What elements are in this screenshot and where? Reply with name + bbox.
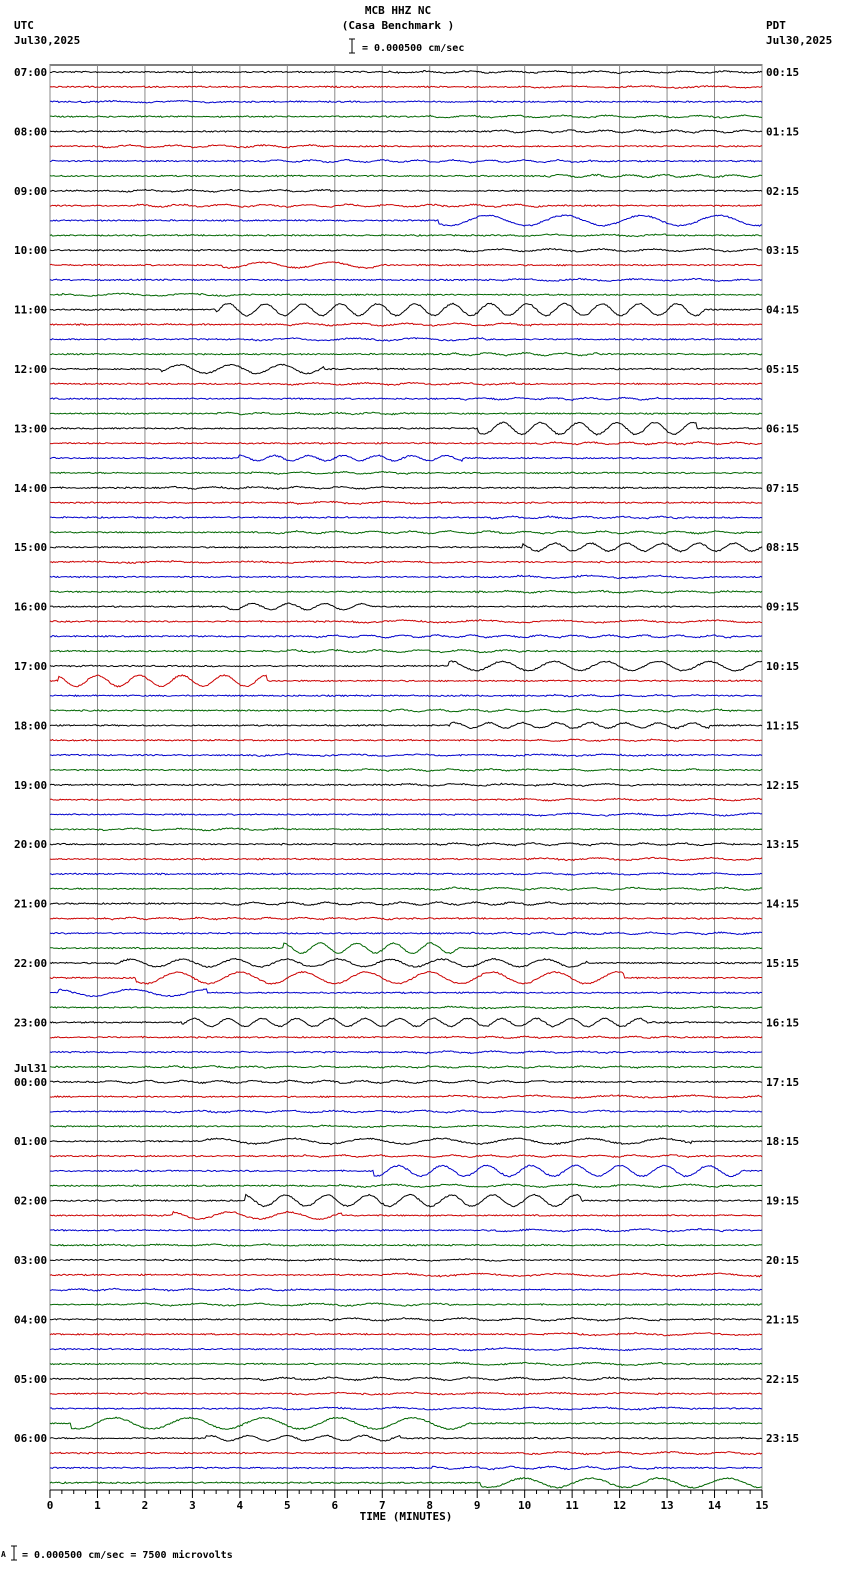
trace-18 (50, 338, 762, 341)
pdt-hour-label: 01:15 (766, 125, 800, 139)
utc-hour-label: 16:00 (14, 600, 48, 614)
trace-0 (50, 71, 762, 74)
trace-62 (50, 989, 762, 997)
trace-37 (50, 620, 762, 624)
utc-hour-label: 21:00 (14, 897, 48, 911)
pdt-hour-label: 17:15 (766, 1075, 800, 1089)
trace-38 (50, 635, 762, 639)
scale-bar-icon (349, 39, 355, 53)
trace-64 (50, 1018, 762, 1027)
utc-hour-label: 07:00 (14, 66, 48, 79)
trace-57 (50, 917, 762, 920)
trace-45 (50, 739, 762, 741)
x-tick-label: 1 (94, 1499, 101, 1512)
pdt-hour-label: 02:15 (766, 184, 800, 198)
trace-87 (50, 1362, 762, 1365)
footer-scale-bar-icon (11, 1546, 17, 1560)
trace-76 (50, 1194, 762, 1207)
trace-55 (50, 887, 762, 890)
trace-28 (50, 486, 762, 489)
trace-74 (50, 1165, 762, 1177)
utc-hour-label: 06:00 (14, 1432, 48, 1446)
x-tick-label: 11 (565, 1499, 579, 1512)
x-tick-label: 2 (141, 1499, 149, 1512)
trace-92 (50, 1435, 762, 1441)
utc-hour-label: 09:00 (14, 184, 48, 198)
utc-hour-label: 18:00 (14, 719, 48, 733)
trace-13 (50, 262, 762, 269)
trace-54 (50, 873, 762, 876)
time-axis (47, 1490, 769, 1523)
pdt-hour-label: 18:15 (766, 1135, 800, 1149)
seismic-traces (50, 71, 762, 1489)
trace-67 (50, 1066, 762, 1069)
trace-27 (50, 472, 762, 475)
date-change-label: Jul31 (14, 1061, 48, 1075)
trace-20 (50, 364, 762, 374)
trace-34 (50, 575, 762, 578)
trace-71 (50, 1125, 762, 1128)
right-date: Jul30,2025 (766, 34, 833, 47)
x-tick-label: 3 (189, 1499, 196, 1512)
trace-52 (50, 843, 762, 846)
trace-49 (50, 798, 762, 801)
trace-41 (50, 675, 762, 687)
trace-5 (50, 145, 762, 148)
trace-81 (50, 1273, 762, 1277)
trace-1 (50, 86, 762, 89)
trace-43 (50, 709, 762, 712)
trace-53 (50, 857, 762, 860)
pdt-hour-label: 20:15 (766, 1254, 800, 1267)
utc-hour-label: 00:00 (14, 1075, 48, 1089)
x-axis-label: TIME (MINUTES) (359, 1510, 453, 1523)
left-timezone: UTC (14, 19, 34, 32)
pdt-hour-label: 19:15 (766, 1194, 800, 1208)
x-tick-label: 6 (331, 1499, 339, 1512)
pdt-hour-label: 21:15 (766, 1313, 800, 1327)
trace-70 (50, 1110, 762, 1113)
trace-8 (50, 189, 762, 192)
pdt-hour-label: 15:15 (766, 957, 800, 970)
trace-36 (50, 603, 762, 610)
trace-4 (50, 130, 762, 133)
utc-hour-label: 02:00 (14, 1194, 48, 1208)
trace-32 (50, 543, 762, 552)
utc-hour-label: 08:00 (14, 125, 48, 139)
trace-33 (50, 561, 762, 564)
trace-86 (50, 1348, 762, 1351)
trace-56 (50, 902, 762, 906)
pdt-hour-label: 09:15 (766, 600, 800, 614)
utc-hour-labels (14, 66, 47, 1445)
trace-69 (50, 1095, 762, 1098)
trace-10 (50, 215, 762, 226)
station-title: MCB HHZ NC (364, 4, 432, 17)
x-tick-label: 8 (426, 1499, 434, 1512)
pdt-hour-label: 06:15 (766, 422, 800, 436)
trace-51 (50, 828, 762, 831)
trace-9 (50, 204, 762, 207)
right-timezone: PDT (766, 19, 786, 32)
utc-hour-label: 19:00 (14, 778, 48, 792)
pdt-hour-label: 16:15 (766, 1016, 800, 1030)
utc-hour-label: 03:00 (14, 1254, 48, 1267)
trace-72 (50, 1138, 762, 1145)
trace-85 (50, 1333, 762, 1336)
trace-22 (50, 397, 762, 400)
trace-19 (50, 352, 762, 356)
x-tick-label: 15 (755, 1499, 769, 1512)
pdt-hour-label: 11:15 (766, 719, 800, 733)
utc-hour-label: 15:00 (14, 541, 48, 555)
trace-78 (50, 1229, 762, 1232)
trace-26 (50, 455, 762, 461)
pdt-hour-label: 10:15 (766, 660, 800, 673)
trace-40 (50, 661, 762, 671)
utc-hour-label: 20:00 (14, 838, 48, 852)
x-tick-label: 4 (236, 1499, 244, 1512)
trace-2 (50, 101, 762, 104)
x-tick-label: 12 (612, 1499, 627, 1512)
pdt-hour-label: 07:15 (766, 481, 800, 495)
x-tick-label: 14 (707, 1499, 722, 1512)
utc-hour-label: 04:00 (14, 1313, 48, 1327)
trace-30 (50, 516, 762, 519)
utc-hour-label: 05:00 (14, 1372, 48, 1386)
trace-83 (50, 1303, 762, 1306)
minute-gridlines (50, 65, 762, 1490)
utc-hour-label: 17:00 (14, 660, 48, 673)
utc-hour-label: 22:00 (14, 957, 48, 970)
pdt-hour-label: 05:15 (766, 363, 800, 376)
pdt-hour-label: 08:15 (766, 541, 800, 555)
station-subtitle: (Casa Benchmark ) (341, 19, 455, 32)
trace-82 (50, 1288, 762, 1291)
trace-21 (50, 383, 762, 386)
trace-35 (50, 590, 762, 593)
trace-88 (50, 1377, 762, 1381)
trace-12 (50, 248, 762, 252)
trace-60 (50, 959, 762, 968)
trace-65 (50, 1036, 762, 1039)
footer-scale-text: = 0.000500 cm/sec = 7500 microvolts (22, 1550, 233, 1561)
pdt-hour-label: 04:15 (766, 303, 800, 317)
trace-17 (50, 323, 762, 326)
trace-75 (50, 1184, 762, 1188)
trace-89 (50, 1392, 762, 1395)
pdt-hour-label: 00:15 (766, 66, 800, 79)
utc-hour-label: 10:00 (14, 244, 48, 258)
trace-91 (50, 1417, 762, 1429)
trace-73 (50, 1155, 762, 1158)
trace-66 (50, 1051, 762, 1054)
trace-59 (50, 943, 762, 954)
pdt-hour-label: 13:15 (766, 838, 800, 852)
utc-hour-label: 12:00 (14, 363, 48, 376)
pdt-hour-label: 03:15 (766, 244, 800, 258)
pdt-hour-label: 14:15 (766, 897, 800, 911)
trace-93 (50, 1451, 762, 1454)
trace-31 (50, 531, 762, 535)
utc-hour-label: 13:00 (14, 422, 48, 436)
utc-hour-label: 01:00 (14, 1135, 48, 1149)
x-tick-label: 5 (284, 1499, 291, 1512)
trace-94 (50, 1466, 762, 1470)
trace-95 (50, 1478, 762, 1489)
trace-80 (50, 1259, 762, 1262)
left-date: Jul30,2025 (14, 34, 81, 47)
footer-corner-mark: A (1, 1550, 6, 1559)
trace-29 (50, 501, 762, 504)
x-tick-label: 9 (473, 1499, 481, 1512)
trace-63 (50, 1006, 762, 1009)
trace-48 (50, 783, 762, 786)
utc-hour-label: 23:00 (14, 1016, 48, 1030)
x-tick-label: 7 (378, 1499, 386, 1512)
trace-16 (50, 303, 762, 316)
x-tick-label: 13 (660, 1499, 674, 1512)
scale-label: = 0.000500 cm/sec (362, 43, 465, 54)
trace-79 (50, 1244, 762, 1247)
trace-14 (50, 278, 762, 281)
trace-61 (50, 972, 762, 985)
pdt-hour-label: 12:15 (766, 778, 800, 792)
trace-7 (50, 174, 762, 177)
trace-15 (50, 293, 762, 296)
trace-58 (50, 932, 762, 935)
pdt-hour-label: 23:15 (766, 1432, 800, 1446)
trace-39 (50, 650, 762, 653)
trace-77 (50, 1212, 762, 1220)
trace-42 (50, 694, 762, 696)
pdt-hour-labels (766, 66, 799, 1445)
trace-11 (50, 234, 762, 237)
pdt-hour-label: 22:15 (766, 1372, 800, 1386)
trace-3 (50, 115, 762, 118)
trace-46 (50, 754, 762, 757)
trace-90 (50, 1407, 762, 1410)
utc-hour-label: 14:00 (14, 481, 48, 495)
trace-50 (50, 813, 762, 816)
trace-23 (50, 412, 762, 415)
x-tick-label: 10 (518, 1499, 532, 1512)
plot-frame (50, 65, 762, 1490)
x-tick-label: 0 (46, 1499, 54, 1512)
utc-hour-label: 11:00 (14, 303, 48, 317)
trace-24 (50, 422, 762, 435)
trace-84 (50, 1318, 762, 1322)
trace-6 (50, 160, 762, 163)
trace-68 (50, 1080, 762, 1083)
trace-47 (50, 769, 762, 772)
trace-44 (50, 722, 762, 729)
trace-25 (50, 442, 762, 445)
